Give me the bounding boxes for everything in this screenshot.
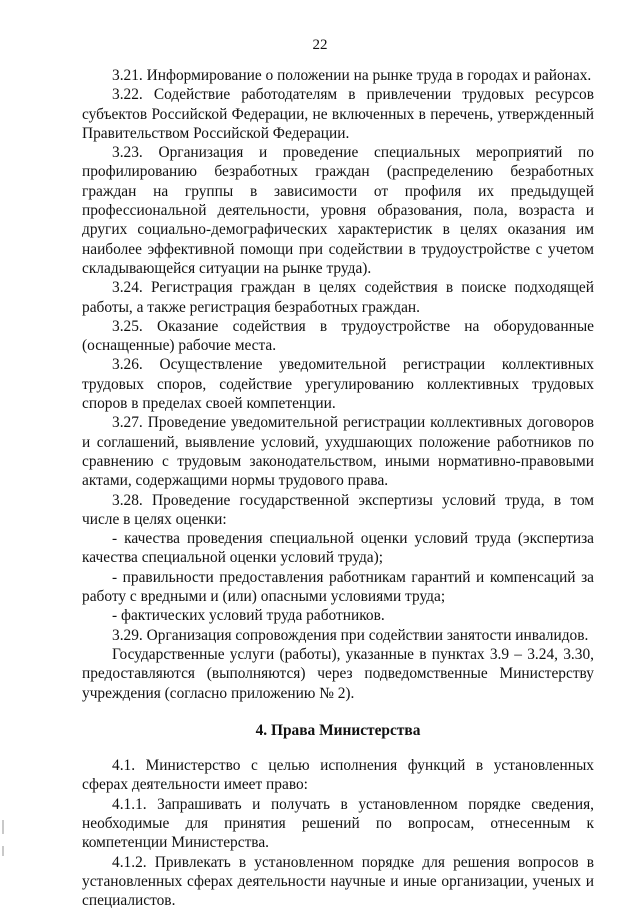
section-heading: 4. Права Министерства bbox=[255, 721, 421, 739]
list-item-actual-conditions: - фактических условий труда работников. bbox=[112, 607, 385, 625]
page-number: 22 bbox=[312, 37, 328, 53]
list-item-expertise-quality: - качества проведения специальной оценки условий труда (экспертиза качества специальной оценки условий труда); bbox=[82, 530, 594, 567]
paragraph-4-1: 4.1. Министерство с целью исполнения функций в установленных сферах деятельности имеет право: bbox=[82, 757, 594, 794]
paragraph-state-services: Государственные услуги (работы), указанные в пунктах 3.9 – 3.24, 3.30, предоставляются (выполняются) через подведомственные Министерству учреждения (согласно приложению № 2). bbox=[82, 645, 594, 702]
scan-edge-mark bbox=[2, 820, 4, 834]
paragraph-4-1-2: 4.1.2. Привлекать в установленном порядке для решения вопросов в установленных сферах деятельности научные и иные организации, ученых и специалистов. bbox=[82, 853, 594, 910]
paragraph-3-28: 3.28. Проведение государственной экспертизы условий труда, в том числе в целях оценки: bbox=[82, 491, 594, 528]
paragraph-4-1-1: 4.1.1. Запрашивать и получать в установленном порядке сведения, необходимые для принятия решений по вопросам, отнесенным к компетенции Министерства. bbox=[82, 795, 594, 852]
paragraph-3-26: 3.26. Осуществление уведомительной регистрации коллективных трудовых споров, содействие урегулированию коллективных трудовых споров в пределах своей компетенции. bbox=[82, 356, 594, 413]
paragraph-3-21: 3.21. Информирование о положении на рынке труда в городах и районах. bbox=[112, 67, 592, 84]
list-item-guarantees: - правильности предоставления работникам гарантий и компенсаций за работу с вредными и (или) опасными условиями труда; bbox=[82, 568, 594, 606]
document-body bbox=[82, 66, 594, 910]
paragraph-3-22: 3.22. Содействие работодателям в привлечении трудовых ресурсов субъектов Российской Федерации, не включенных в перечень, утвержденный Правительством Российской Федерации. bbox=[82, 86, 594, 142]
scan-edge-mark bbox=[2, 846, 4, 856]
paragraph-3-29: 3.29. Организация сопровождения при содействии занятости инвалидов. bbox=[112, 626, 589, 644]
paragraph-3-24: 3.24. Регистрация граждан в целях содействия в поиске подходящей работы, а также регистрация безработных граждан. bbox=[82, 279, 594, 316]
paragraph-3-27: 3.27. Проведение уведомительной регистрации коллективных договоров и соглашений, выявление условий, ухудшающих положение работников по сравнению с трудовым законодательством, иными нормативно-правовыми актами, содержащими нормы трудового права. bbox=[82, 414, 594, 490]
paragraph-3-23: 3.23. Организация и проведение специальных мероприятий по профилированию безработных граждан (распределению безработных граждан на группы в зависимости от профиля их предыдущей профессиональной деятельности, уровня образования, пола, возраста и других социально-демографических характеристик в целях оказания им наиболее эффективной помощи при содействии в трудоустройстве с учетом складывающейся ситуации на рынке труда). bbox=[82, 144, 594, 277]
paragraph-3-25: 3.25. Оказание содействия в трудоустройстве на оборудованные (оснащенные) рабочие места. bbox=[82, 317, 594, 355]
